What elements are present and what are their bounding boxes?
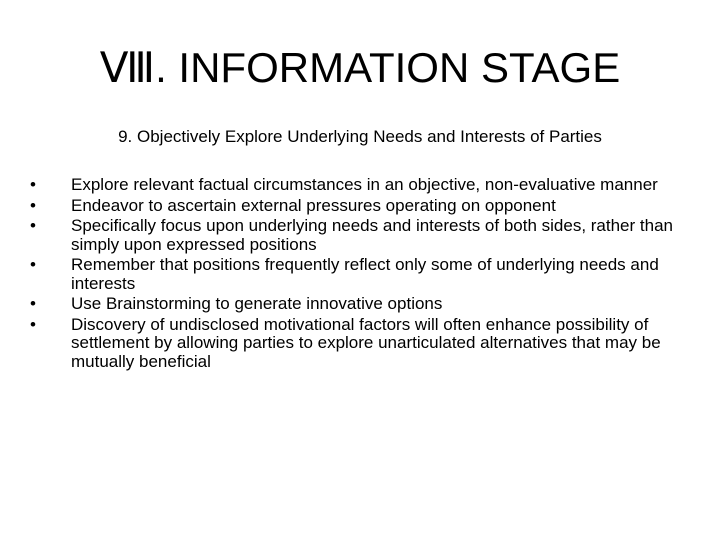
slide-title: Ⅷ. INFORMATION STAGE xyxy=(99,44,621,91)
bullet-icon: • xyxy=(30,255,36,274)
bullet-text: Discovery of undisclosed motivational factors will often enhance possibility of settlement by allowing parties to explore unarticulated alternatives that may be mutually beneficial xyxy=(71,314,661,371)
bullet-text: Remember that positions frequently reflect only some of underlying needs and interests xyxy=(71,255,659,293)
bullet-item xyxy=(30,176,680,195)
slide-subtitle: 9. Objectively Explore Underlying Needs and Interests of Parties xyxy=(118,127,602,146)
bullet-icon: • xyxy=(30,294,36,313)
bullet-icon: • xyxy=(30,175,36,194)
bullet-icon: • xyxy=(30,195,36,215)
bullet-item xyxy=(30,295,680,314)
bullet-item xyxy=(30,316,680,372)
bullet-icon: • xyxy=(30,314,36,334)
bullet-icon: • xyxy=(30,216,36,235)
bullet-item xyxy=(30,217,680,254)
bullet-text: Specifically focus upon underlying needs and interests of both sides, rather than simply upon expressed positions xyxy=(71,216,673,254)
bullet-text: Endeavor to ascertain external pressures operating on opponent xyxy=(71,195,556,215)
bullet-text: Explore relevant factual circumstances in an objective, non-evaluative manner xyxy=(71,175,658,194)
bullet-item xyxy=(30,197,680,216)
bullet-item xyxy=(30,256,680,293)
bullet-list xyxy=(30,176,680,373)
bullet-text: Use Brainstorming to generate innovative options xyxy=(71,294,443,313)
